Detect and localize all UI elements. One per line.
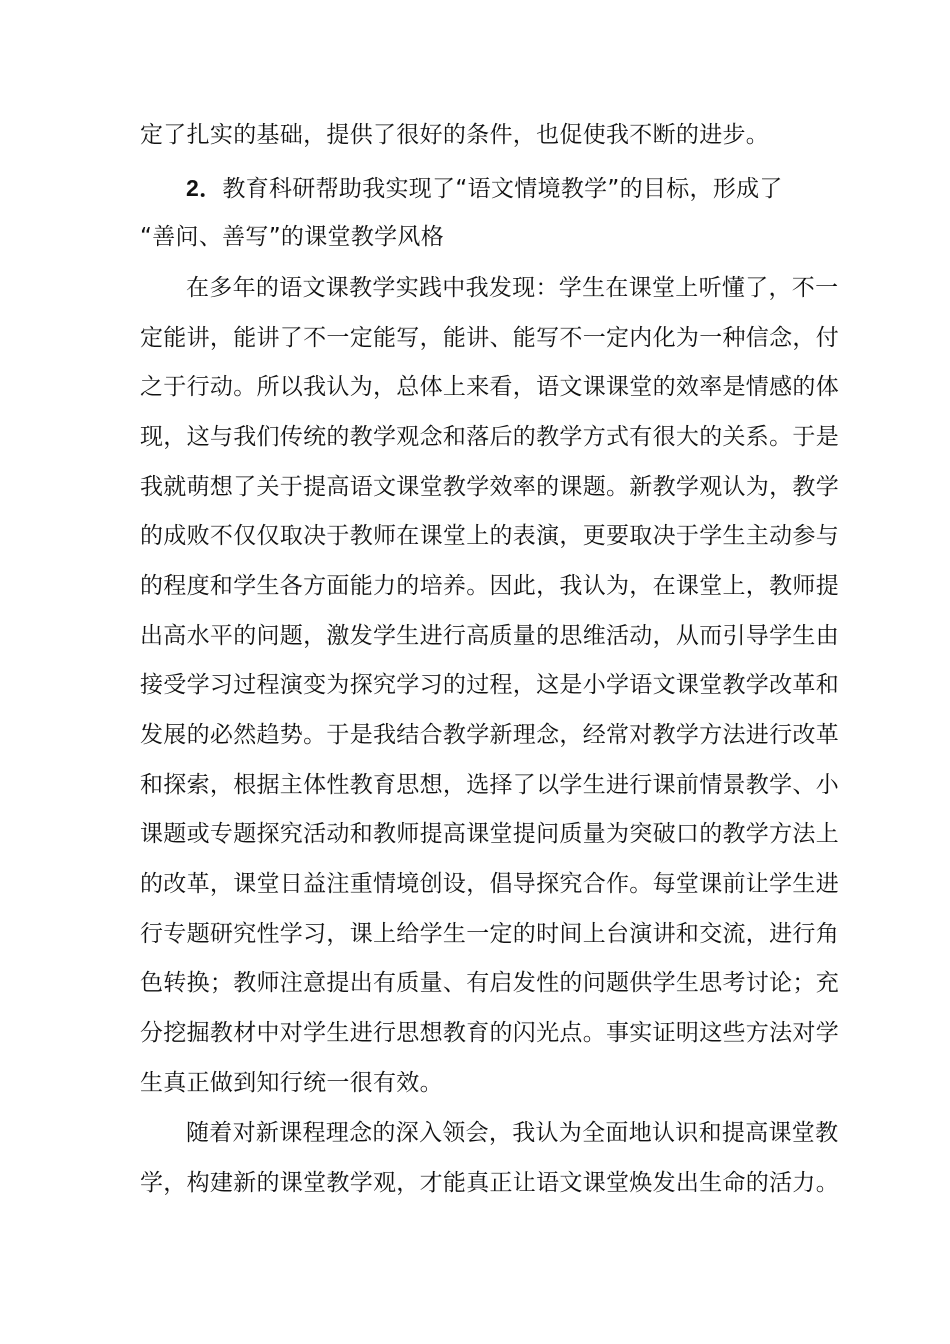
paragraph-line: 分挖掘教材中对学生进行思想教育的闪光点。事实证明这些方法对学 (140, 1020, 839, 1046)
paragraph-line: 学，构建新的课堂教学观，才能真正让语文课堂焕发出生命的活力。 (140, 1170, 839, 1196)
paragraph-line: 定能讲，能讲了不一定能写，能讲、能写不一定内化为一种信念，付 (140, 325, 839, 351)
paragraph-line: 和探索，根据主体性教育思想，选择了以学生进行课前情景教学、小 (140, 772, 839, 798)
paragraph-line: 出高水平的问题，激发学生进行高质量的思维活动，从而引导学生由 (140, 623, 839, 649)
paragraph-line: 之于行动。所以我认为，总体上来看，语文课课堂的效率是情感的体 (140, 374, 839, 400)
paragraph-line: 随着对新课程理念的深入领会，我认为全面地认识和提高课堂教 (186, 1120, 839, 1146)
paragraph-line: 接受学习过程演变为探究学习的过程，这是小学语文课堂教学改革和 (140, 672, 839, 698)
paragraph-line: 生真正做到知行统一很有效。 (140, 1070, 443, 1096)
paragraph-line: 的程度和学生各方面能力的培养。因此，我认为，在课堂上，教师提 (140, 573, 839, 599)
paragraph-line: 现，这与我们传统的教学观念和落后的教学方式有很大的关系。于是 (140, 424, 839, 450)
section-heading-text: 教育科研帮助我实现了“语文情境教学”的目标，形成了 (222, 176, 783, 202)
section-heading-line: “善问、善写”的课堂教学风格 (140, 224, 445, 250)
paragraph-line: 的改革，课堂日益注重情境创设，倡导探究合作。每堂课前让学生进 (140, 871, 839, 897)
paragraph-line: 在多年的语文课教学实践中我发现：学生在课堂上听懂了，不一 (186, 275, 839, 301)
paragraph-line: 行专题研究性学习，课上给学生一定的时间上台演讲和交流，进行角 (140, 921, 839, 947)
section-number: 2． (186, 175, 223, 201)
section-heading-line (186, 171, 783, 205)
paragraph-line: 我就萌想了关于提高语文课堂教学效率的课题。新教学观认为，教学 (140, 474, 839, 500)
paragraph-line: 课题或专题探究活动和教师提高课堂提问质量为突破口的教学方法上 (140, 821, 839, 847)
paragraph-line: 色转换；教师注意提出有质量、有启发性的问题供学生思考讨论；充 (140, 970, 839, 996)
paragraph-line: 的成败不仅仅取决于教师在课堂上的表演，更要取决于学生主动参与 (140, 523, 839, 549)
paragraph-line: 定了扎实的基础，提供了很好的条件，也促使我不断的进步。 (140, 122, 770, 148)
paragraph-line: 发展的必然趋势。于是我结合教学新理念，经常对教学方法进行改革 (140, 722, 839, 748)
